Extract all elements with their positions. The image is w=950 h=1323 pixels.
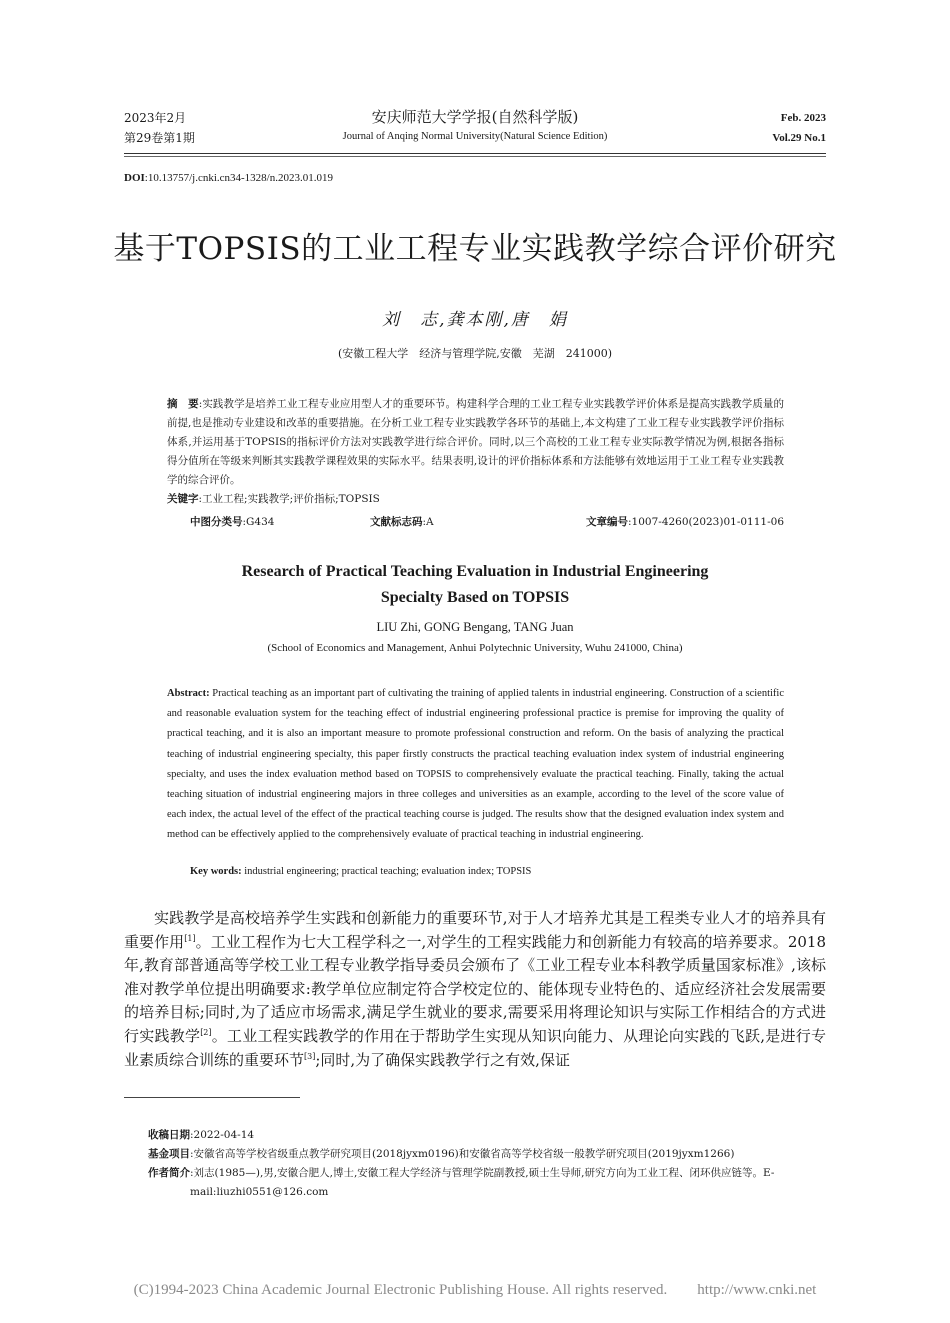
abstract-en bbox=[167, 684, 784, 846]
footnote-fund bbox=[148, 1145, 828, 1164]
copyright-watermark: (C)1994-2023 China Academic Journal Electronic Publishing House. All rights reserved. http://www.cnki.net bbox=[133, 1282, 817, 1298]
english-title-line2: Specialty Based on TOPSIS bbox=[380, 589, 570, 606]
doc-label: 文献标志码 bbox=[370, 516, 423, 528]
doi-label: DOI bbox=[124, 172, 145, 184]
header-volume-cn: 第29卷第1期 bbox=[124, 131, 195, 145]
citation-3[interactable]: [3] bbox=[304, 1051, 316, 1061]
fund-value: :安徽省高等学校省级重点教学研究项目(2018jyxm0196)和安徽省高等学校省级一般教学研究项目(2019jyxm1266) bbox=[190, 1148, 735, 1160]
header-date-en: Feb. 2023 bbox=[780, 112, 826, 124]
english-title bbox=[0, 559, 950, 611]
header-right bbox=[772, 108, 826, 148]
keywords-en bbox=[190, 866, 531, 877]
keywords-cn-text: :工业工程;实践教学;评价指标;TOPSIS bbox=[198, 493, 380, 505]
clc-value: :G434 bbox=[242, 516, 275, 528]
journal-name-cn: 安庆师范大学学报(自然科学版) bbox=[371, 108, 579, 126]
journal-name-en: Journal of Anqing Normal University(Natural Science Edition) bbox=[342, 131, 608, 142]
body-text-4: ;同时,为了确保实践教学行之有效,保证 bbox=[315, 1050, 570, 1069]
doi-value: :10.13757/j.cnki.cn34-1328/n.2023.01.019 bbox=[144, 172, 333, 184]
keywords-en-label: Key words: bbox=[190, 866, 242, 877]
english-title-line1: Research of Practical Teaching Evaluation in Industrial Engineering bbox=[241, 563, 709, 580]
header-date-cn: 2023年2月 bbox=[124, 111, 187, 125]
fund-label: 基金项目 bbox=[148, 1148, 190, 1160]
authors: 刘 志,龚本刚,唐 娟 bbox=[382, 310, 568, 330]
body-text-3: 。工业工程实践教学的作用在于帮助学生实现从知识向能力、从理论向实践的飞跃,是进行专业素质综合训练的重要环节 bbox=[124, 1026, 826, 1069]
footnote-author bbox=[148, 1164, 828, 1202]
keywords-cn-label: 关键字 bbox=[167, 493, 199, 505]
header-rule bbox=[124, 153, 826, 154]
english-authors: LIU Zhi, GONG Bengang, TANG Juan bbox=[376, 620, 574, 634]
clc-number bbox=[190, 514, 274, 529]
abstract-en-label: Abstract: bbox=[167, 688, 210, 699]
abstract-cn-text: :实践教学是培养工业工程专业应用型人才的重要环节。构建科学合理的工业工程专业实践教学评价体系是提高实践教学质量的前提,也是推动专业建设和改革的重要措施。在分析工业工程专业实践教学各环节的基础上,本文构建了工业工程专业实践教学评价指标体系,并运用基于TOPSIS的指标评价方法对实践教学进行综合评价。同时,以三个高校的工业工程专业实际教学情况为例,根据各指标得分值所在等级来判断其实践教学课程效果的实际水平。结果表明,设计的评价指标体系和方法能够有效地运用于工业工程专业实践教学的综合评价。 bbox=[167, 398, 784, 486]
header-rule-thin bbox=[124, 156, 826, 157]
header-volume-en: Vol.29 No.1 bbox=[772, 132, 826, 144]
body-text-2: 。工业工程作为七大工程学科之一,对学生的工程实践能力和创新能力有较高的培养要求。2018年,教育部普通高等学校工业工程专业教学指导委员会颁布了《工业工程专业本科教学质量国家标准》,该标准对教学单位提出明确要求:教学单位应制定符合学校定位的、能体现专业特色的、适应经济社会发展需要的培养目标;同时,为了适应市场需求,满足学生就业的要求,需要采用将理论知识与实际工作相结合的方式进行实践教学 bbox=[124, 932, 826, 1045]
clc-label: 中图分类号 bbox=[190, 516, 243, 528]
abstract-cn bbox=[167, 395, 784, 509]
footnote-rule bbox=[124, 1097, 300, 1098]
art-value: :1007-4260(2023)01-0111-06 bbox=[628, 516, 784, 528]
affiliation: (安徽工程大学 经济与管理学院,安徽 芜湖 241000) bbox=[337, 347, 613, 360]
body-paragraph bbox=[124, 907, 826, 1072]
received-label: 收稿日期 bbox=[148, 1129, 190, 1141]
received-value: :2022-04-14 bbox=[190, 1129, 255, 1141]
citation-1[interactable]: [1] bbox=[184, 933, 196, 943]
article-number bbox=[586, 514, 784, 529]
english-affiliation: (School of Economics and Management, Anhui Polytechnic University, Wuhu 241000, China) bbox=[267, 642, 683, 654]
abstract-en-text: Practical teaching as an important part of cultivating the training of applied talents in industrial engineering. Construction of a scientific and reasonable evaluation system for the teaching effect of industrial engineering professional practice is premise for improving the quality of practical teaching, and it is also an important measure to promote professional construction and reform. On the basis of analyzing the practical teaching of industrial engineering specialty, this paper firstly constructs the practical teaching evaluation index system of industrial engineering specialty, and uses the index evaluation method based on TOPSIS to comprehensively evaluate the practical teaching. Finally, taking the actual teaching situation of industrial engineering majors in three colleges and universities as an example, according to the level of the score value of each index, the actual level of the effect of the practical teaching course is judged. The results show that the designed evaluation index system and method can be effectively applied to the comprehensively evaluate of practical teaching in industrial engineering. bbox=[167, 688, 784, 841]
footnotes bbox=[148, 1126, 828, 1202]
citation-2[interactable]: [2] bbox=[200, 1027, 212, 1037]
paper-title: 基于TOPSIS的工业工程专业实践教学综合评价研究 bbox=[113, 231, 837, 267]
author-label: 作者简介 bbox=[148, 1167, 190, 1179]
abstract-cn-label: 摘 要 bbox=[167, 398, 199, 410]
body-text-1: 实践教学是高校培养学生实践和创新能力的重要环节,对于人才培养尤其是工程类专业人才的培养具有重要作用 bbox=[124, 909, 826, 951]
keywords-en-text: industrial engineering; practical teaching; evaluation index; TOPSIS bbox=[241, 866, 532, 877]
author-value: :刘志(1985—),男,安徽合肥人,博士,安徽工程大学经济与管理学院副教授,硕士生导师,研究方向为工业工程、闭环供应链等。E-mail:liuzhi0551@126.com bbox=[190, 1167, 775, 1198]
doi bbox=[124, 172, 333, 184]
doc-value: :A bbox=[422, 516, 434, 528]
footnote-received bbox=[148, 1126, 828, 1145]
doc-code bbox=[370, 514, 434, 529]
art-label: 文章编号 bbox=[586, 516, 629, 528]
